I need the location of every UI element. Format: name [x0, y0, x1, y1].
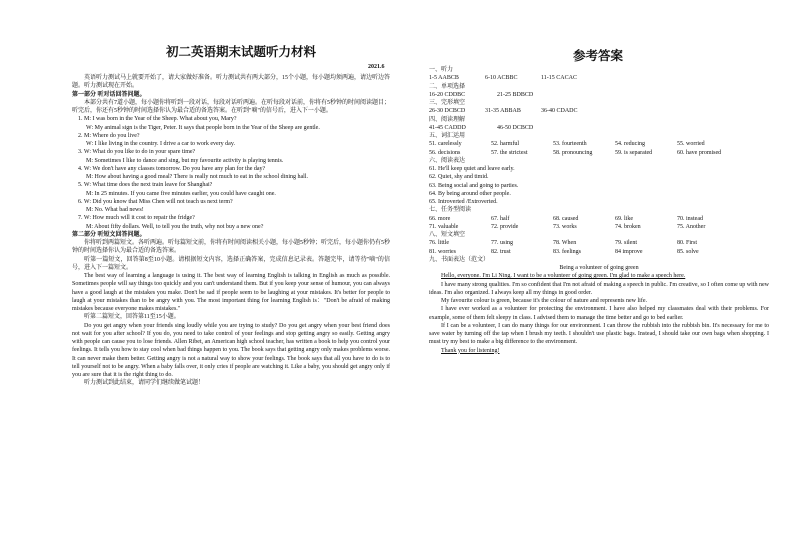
dialogue-answer: M: How about having a good meal? There is really not much to eat in the school dining hall. — [86, 174, 309, 180]
passage2-text: Do you get angry when your friends sing loudly while you are trying to study? Do you get angry when your best friend does not wait for you after school? If you do, you need to take control of your feelings and stop getting angry so easily. Getting angry with people can cause you to lose friends. Allen Ribet, an American high school teacher, has written a book to help you control your feelings. It tells you how to stay cool when bad things happen to you. The book says that getting angry only makes problems worse. It can never make them better. Getting angry is not a natural way to show your feelings. The book says that all you have to do is to tell yourself not to be angry. When a baby falls over, it only cries if people are watching it. Like a baby, you should get angry only if you are sure that it is the right thing to do. — [72, 322, 390, 378]
answer-row — [429, 165, 769, 173]
essay-paragraph-4: I have ever worked as a volunteer for protecting the environment. I have also helped my classmates deal with their problems. For example, some of them felt sleepy in class. I advised them to manage the time better and go to bed earlier. — [429, 306, 769, 321]
essay-paragraph-1: Hello, everyone. I'm Li Ning. I want to be a volunteer of going green. I'm glad to make a speech here. — [441, 273, 686, 280]
dialogue-question: 3. W: What do you like to do in your spare time? — [78, 149, 196, 156]
part2-instructions: 你将听到两篇短文。各听两遍。听每篇短文前，你将有时间阅读相关小题，每小题5秒钟；听完后，每小题你仍有5秒钟的时间选择你认为最合适的备选答案。 — [72, 240, 391, 255]
answer-row — [429, 239, 769, 247]
answer-cell: 61. He'll keep quiet and leave early. — [429, 166, 515, 172]
answer-section-heading: 七、任务型阅读 — [429, 207, 472, 214]
answer-cell: 58. pronouncing — [553, 149, 593, 156]
answer-cell: 78. When — [553, 240, 577, 247]
answer-row — [429, 91, 769, 99]
answer-cell: 76. little — [429, 240, 449, 247]
answer-row — [429, 248, 769, 256]
answer-row — [429, 149, 769, 157]
essay-title: Being a volunteer of going green — [559, 265, 639, 271]
answer-row — [429, 223, 769, 231]
part1-instructions: 本部分共有7道小题，每小题你将听到一段对话，每段对话听两遍。在听每段对话前，你将有5秒钟的时间阅读题目；听完后，你还有5秒钟的时间选择你认为最合适的备选答案。在听到"嘀"的信号后，进入下一小题。 — [72, 99, 391, 114]
answer-row — [429, 74, 769, 82]
answer-row — [429, 173, 769, 181]
answer-cell: 65. Introverted /Extroverted. — [429, 199, 498, 205]
answer-cell: 73. works — [553, 223, 577, 230]
answer-section-heading: 五、词汇运用 — [429, 133, 466, 139]
answer-section-heading: 三、完形填空 — [429, 100, 466, 106]
answer-cell: 21-25 BDBCD — [497, 91, 534, 98]
answer-cell: 74. broken — [615, 223, 641, 230]
essay-heading: 九、书面表达（范文） — [429, 256, 490, 263]
answer-sections — [429, 66, 769, 256]
answer-cell: 66. more — [429, 215, 451, 222]
answer-section-heading: 一、听力 — [429, 67, 454, 73]
part2-heading: 第二部分 听短文回答问题。 — [72, 231, 146, 238]
right-column — [429, 66, 769, 355]
answer-section-heading: 八、短文填空 — [429, 232, 466, 238]
answer-cell: 85. solve — [677, 248, 699, 255]
answer-cell: 51. carelessly — [429, 141, 462, 148]
essay-paragraph-2: I have many strong qualities. I'm so confident that I'm not afraid of making a speech in public. I'm creative, so I often come up with new ideas. I'm also organized. I always keep all my things in good order. — [429, 281, 769, 296]
passage2-instructions: 听第二篇短文，回答第11至15小题。 — [84, 314, 180, 321]
dialogue-answer: M: In 25 minutes. If you came five minutes earlier, you could have caught one. — [86, 190, 276, 197]
answer-cell: 59. is separated — [615, 149, 653, 156]
answer-cell: 84 improve — [615, 248, 643, 255]
dialogue-answer: W: I like living in the country. I drive a car to work every day. — [86, 141, 235, 147]
answer-cell: 1-5 AABCB — [429, 75, 459, 82]
dialogue-answer: M: About fifty dollars. Well, to tell you the truth, why not buy a new one? — [86, 223, 264, 230]
answer-cell: 69. like — [615, 215, 633, 222]
answer-cell: 16-20 CDDBC — [429, 91, 466, 98]
answer-cell: 70. instead — [677, 215, 703, 222]
essay-paragraph-5: If I can be a volunteer, I can do many things for our environment. I can throw the rubbish into the rubbish bin. It's necessary for me to save water by turning off the tap when I brush my teeth. I shouldn't use plastic bags. Instead, I should take our own bags when shopping. I must try my best to make a big difference to the environment. — [429, 322, 769, 346]
answer-cell: 41-45 CADDD — [429, 124, 466, 131]
dialogue-question: 4. W: We don't have any classes tomorrow. Do you have any plan for the day? — [78, 165, 266, 172]
answer-cell: 83. feelings — [553, 248, 581, 255]
answer-section-heading: 六、阅读表达 — [429, 157, 466, 164]
answer-cell: 54. reducing — [615, 141, 645, 148]
dialogue-list — [72, 115, 390, 231]
listening-title: 初二英语期末试题听力材料 — [166, 44, 317, 59]
answer-cell: 55. worried — [677, 141, 705, 148]
answer-row — [429, 215, 769, 223]
intro-text: 英语听力测试马上就要开始了，请大家做好准备。听力测试共有两大部分，15个小题，每小题均须两遍，请边听边答题。听力测试现在开始。 — [72, 75, 391, 90]
essay-closing: Thank you for listening! — [441, 347, 500, 354]
answer-cell: 60. have promised — [677, 149, 722, 156]
answer-cell: 77. using — [491, 240, 514, 247]
answer-cell: 80. First — [677, 240, 698, 247]
dialogue-question: 2. M: Where do you live? — [78, 132, 140, 139]
answer-cell: 63. Being social and going to parties. — [429, 182, 519, 189]
dialogue-question: 6. W: Did you know that Miss Chen will not teach us next term? — [78, 198, 233, 205]
answer-cell: 53. fourteenth — [553, 141, 587, 148]
dialogue-question: 1. M: I was born in the Year of the Sheep. What about you, Mary? — [78, 116, 237, 123]
answer-cell: 31-35 ABBAB — [485, 108, 521, 115]
answer-cell: 6-10 ACBBC — [485, 75, 518, 82]
answer-row — [429, 124, 769, 132]
answer-cell: 67. half — [491, 215, 510, 222]
answer-row — [429, 107, 769, 115]
left-column — [72, 74, 390, 388]
answer-cell: 81. worries — [429, 248, 456, 255]
dialogue-answer: M: No. What bad news! — [86, 207, 144, 213]
answer-cell: 46-50 DCBCD — [497, 124, 534, 131]
passage1-text: The best way of learning a language is using it. The best way of learning English is talking in English as much as possible. Sometimes people will say things too quickly and you can't understand them. But if you keep your sense of humour, you can always have a good laugh at the mistakes you make. Don't be sad if people seem to be laughing at your mistakes. It's better for people to laugh at your mistakes than to be angry with you. The most important thing for learning English is："Don't be afraid of making mistakes because everyone makes mistakes." — [72, 273, 390, 312]
listening-end-text: 听力测试到此结束，请同学们继续做笔试题！ — [84, 380, 205, 387]
answer-row — [429, 190, 769, 198]
answer-row — [429, 140, 769, 148]
answer-cell: 75. Another — [677, 223, 706, 230]
answer-row — [429, 182, 769, 190]
dialogue-question: 5. W: What time does the next train leave for Shanghai? — [78, 182, 213, 189]
answers-title: 参考答案 — [573, 48, 624, 63]
answer-cell: 11-15 CACAC — [541, 75, 577, 82]
answer-cell: 72. provide — [491, 223, 519, 230]
dialogue-answer: W: My animal sign is the Tiger, Peter. It says that people born in the Year of the Sheep are gentle. — [86, 124, 320, 131]
answer-section-heading: 二、单项选择 — [429, 83, 466, 90]
essay-paragraph-3: My favourite colour is green, because it's the colour of nature and represents new life. — [441, 298, 648, 304]
answer-section-heading: 四、阅读理解 — [429, 116, 466, 123]
answer-cell: 68. caused — [553, 215, 579, 222]
answer-cell: 71. valuable — [429, 223, 459, 230]
answer-cell: 57. the strictest — [491, 149, 528, 156]
exam-date: 2021.6 — [368, 64, 385, 70]
part1-heading: 第一部分 听对话回答问题。 — [72, 91, 146, 98]
answer-cell: 62. Quiet, shy and timid. — [429, 174, 489, 181]
answer-cell: 56. decisions — [429, 149, 461, 156]
dialogue-answer: M: Sometimes I like to dance and sing, but my favourite activity is playing tennis. — [86, 157, 284, 164]
answer-cell: 36-40 CDADC — [541, 108, 578, 115]
answer-cell: 52. harmful — [491, 141, 519, 148]
answer-row — [429, 198, 769, 206]
answer-cell: 26-30 DCBCD — [429, 108, 466, 115]
answer-cell: 79. silent — [615, 240, 637, 247]
answer-cell: 64. By being around other people. — [429, 190, 511, 197]
answer-cell: 82. trust — [491, 248, 511, 255]
dialogue-question: 7. W: How much will it cost to repair the fridge? — [78, 215, 195, 222]
passage1-instructions: 听第一篇短文，回答第8至10小题。请根据短文内容，选择正确答案，完成信息记录表。答题完毕，请等待"嘀"的信号，进入下一篇短文。 — [72, 256, 390, 271]
